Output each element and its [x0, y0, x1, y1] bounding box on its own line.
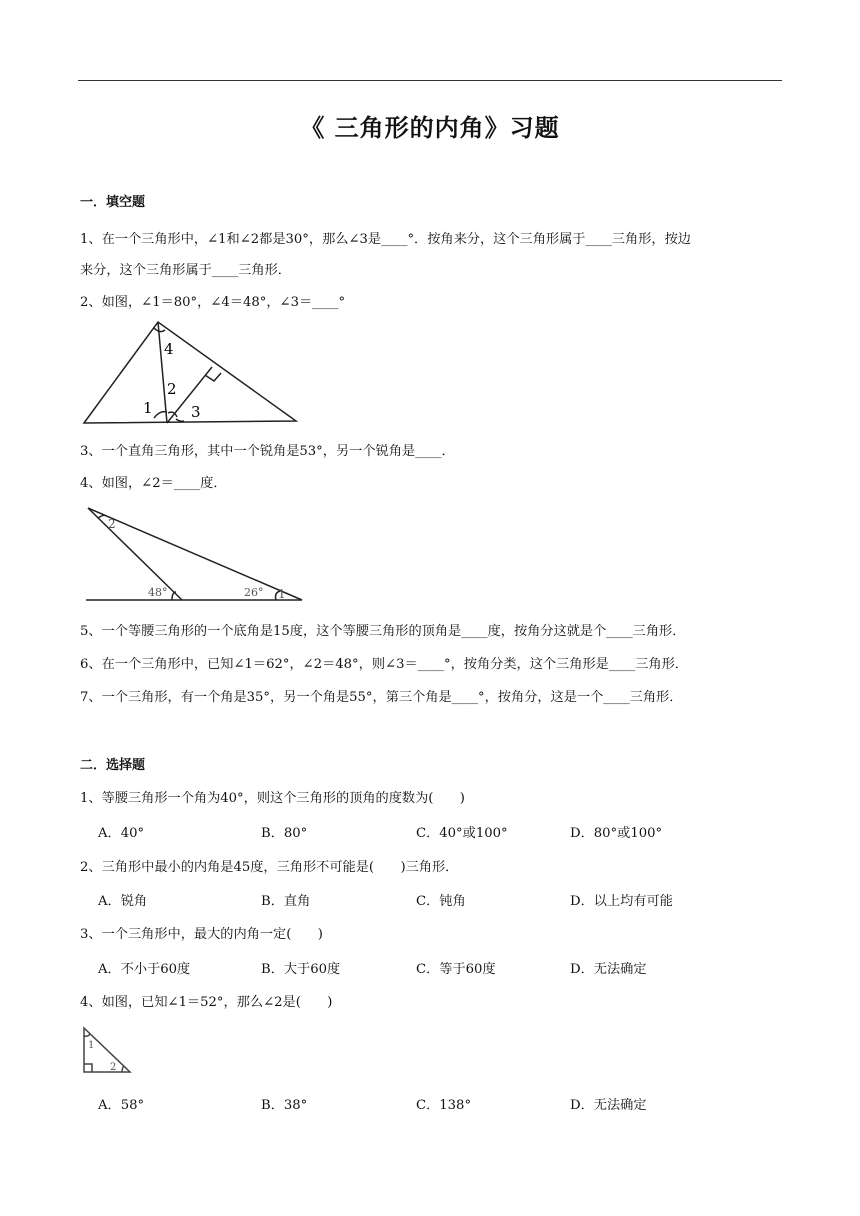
choice-q1-option-d: D．80°或100°: [570, 826, 663, 841]
section-fill-blank-heading: 一．填空题: [80, 195, 146, 210]
fig2-angle2-arc: [98, 515, 106, 518]
choice-q4: 4、如图，已知∠1＝52°，那么∠2是( ): [80, 995, 333, 1010]
choice-q3-option-d: D．无法确定: [570, 962, 647, 977]
choice-q2-option-a: A．锐角: [98, 894, 148, 909]
fill-q7: 7、一个三角形，有一个角是35°，另一个角是55°，第三个角是____°，按角分，这是一个____三角形．: [80, 690, 683, 705]
choice-q2-option-c: C．钝角: [416, 894, 466, 909]
fig2-label-48: 48°: [148, 586, 168, 599]
fig3-angle2-arc: [122, 1066, 124, 1072]
choice-q1-option-a: A．40°: [98, 826, 145, 841]
fig2-label-2: 2: [108, 517, 116, 531]
choice-q4-option-d: D．无法确定: [570, 1098, 647, 1113]
fig1-label-1: 1: [143, 399, 153, 417]
fill-q5: 5、一个等腰三角形的一个底角是15度，这个等腰三角形的顶角是____度，按角分这就是个____三角形．: [80, 624, 686, 639]
choice-q1: 1、等腰三角形一个角为40°，则这个三角形的顶角的度数为( ): [80, 791, 465, 806]
fig1-right-angle-mark: [205, 373, 221, 381]
fig3-label-2: 2: [110, 1062, 117, 1073]
choice-q2-option-d: D．以上均有可能: [570, 894, 673, 909]
choice-q3-option-a: A．不小于60度: [98, 962, 191, 977]
fill-q2: 2、如图，∠1＝80°，∠4＝48°，∠3＝____°: [80, 295, 346, 310]
page-title: 《 三角形的内角》习题: [300, 114, 560, 142]
fig1-label-4: 4: [164, 340, 174, 358]
choice-q4-option-c: C．138°: [416, 1098, 472, 1113]
fill-q4: 4、如图，∠2＝____度．: [80, 476, 227, 491]
fig3-right-angle-mark: [84, 1064, 92, 1072]
choice-q1-option-c: C．40°或100°: [416, 826, 508, 841]
fig1-angle1-arc: [154, 412, 167, 418]
figure-triangle-2: [80, 500, 310, 605]
choice-q3-option-b: B．大于60度: [261, 962, 341, 977]
fig3-angle1-arc: [84, 1034, 90, 1036]
fig2-label-26: 26°: [244, 586, 264, 599]
fig2-label-1: 1: [278, 587, 286, 601]
fill-q1-line1: 1、在一个三角形中，∠1和∠2都是30°，那么∠3是____°．按角来分，这个三角形属于____三角形，按边: [80, 232, 691, 247]
choice-q2: 2、三角形中最小的内角是45度，三角形不可能是( )三角形．: [80, 860, 459, 875]
figure-triangle-1: [80, 318, 300, 428]
choice-q3-option-c: C．等于60度: [416, 962, 496, 977]
choice-q1-option-b: B．80°: [261, 826, 308, 841]
fill-q6: 6、在一个三角形中，已知∠1＝62°，∠2＝48°，则∠3＝____°，按角分类，这个三角形是____三角形．: [80, 657, 688, 672]
choice-q2-option-b: B．直角: [261, 894, 311, 909]
choice-q4-option-b: B．38°: [261, 1098, 308, 1113]
fill-q1-line2: 来分，这个三角形属于____三角形．: [80, 263, 291, 278]
fig3-label-1: 1: [88, 1040, 95, 1051]
fig1-angle3-arc: [176, 419, 184, 421]
fig1-triangle: [84, 322, 296, 423]
fig1-cevian: [158, 322, 167, 423]
fill-q3: 3、一个直角三角形，其中一个锐角是53°，另一个锐角是____．: [80, 444, 455, 459]
fig1-label-3: 3: [191, 403, 201, 421]
figure-right-triangle-3: [80, 1024, 136, 1076]
header-rule: [78, 80, 782, 81]
choice-q4-option-a: A．58°: [98, 1098, 145, 1113]
fig1-label-2: 2: [167, 380, 177, 398]
section-choice-heading: 二．选择题: [80, 758, 146, 773]
fig2-side-long: [88, 508, 302, 600]
fig1-angle4-arc: [154, 328, 165, 332]
choice-q3: 3、一个三角形中，最大的内角一定( ): [80, 927, 323, 942]
fig2-side-left: [88, 508, 182, 600]
